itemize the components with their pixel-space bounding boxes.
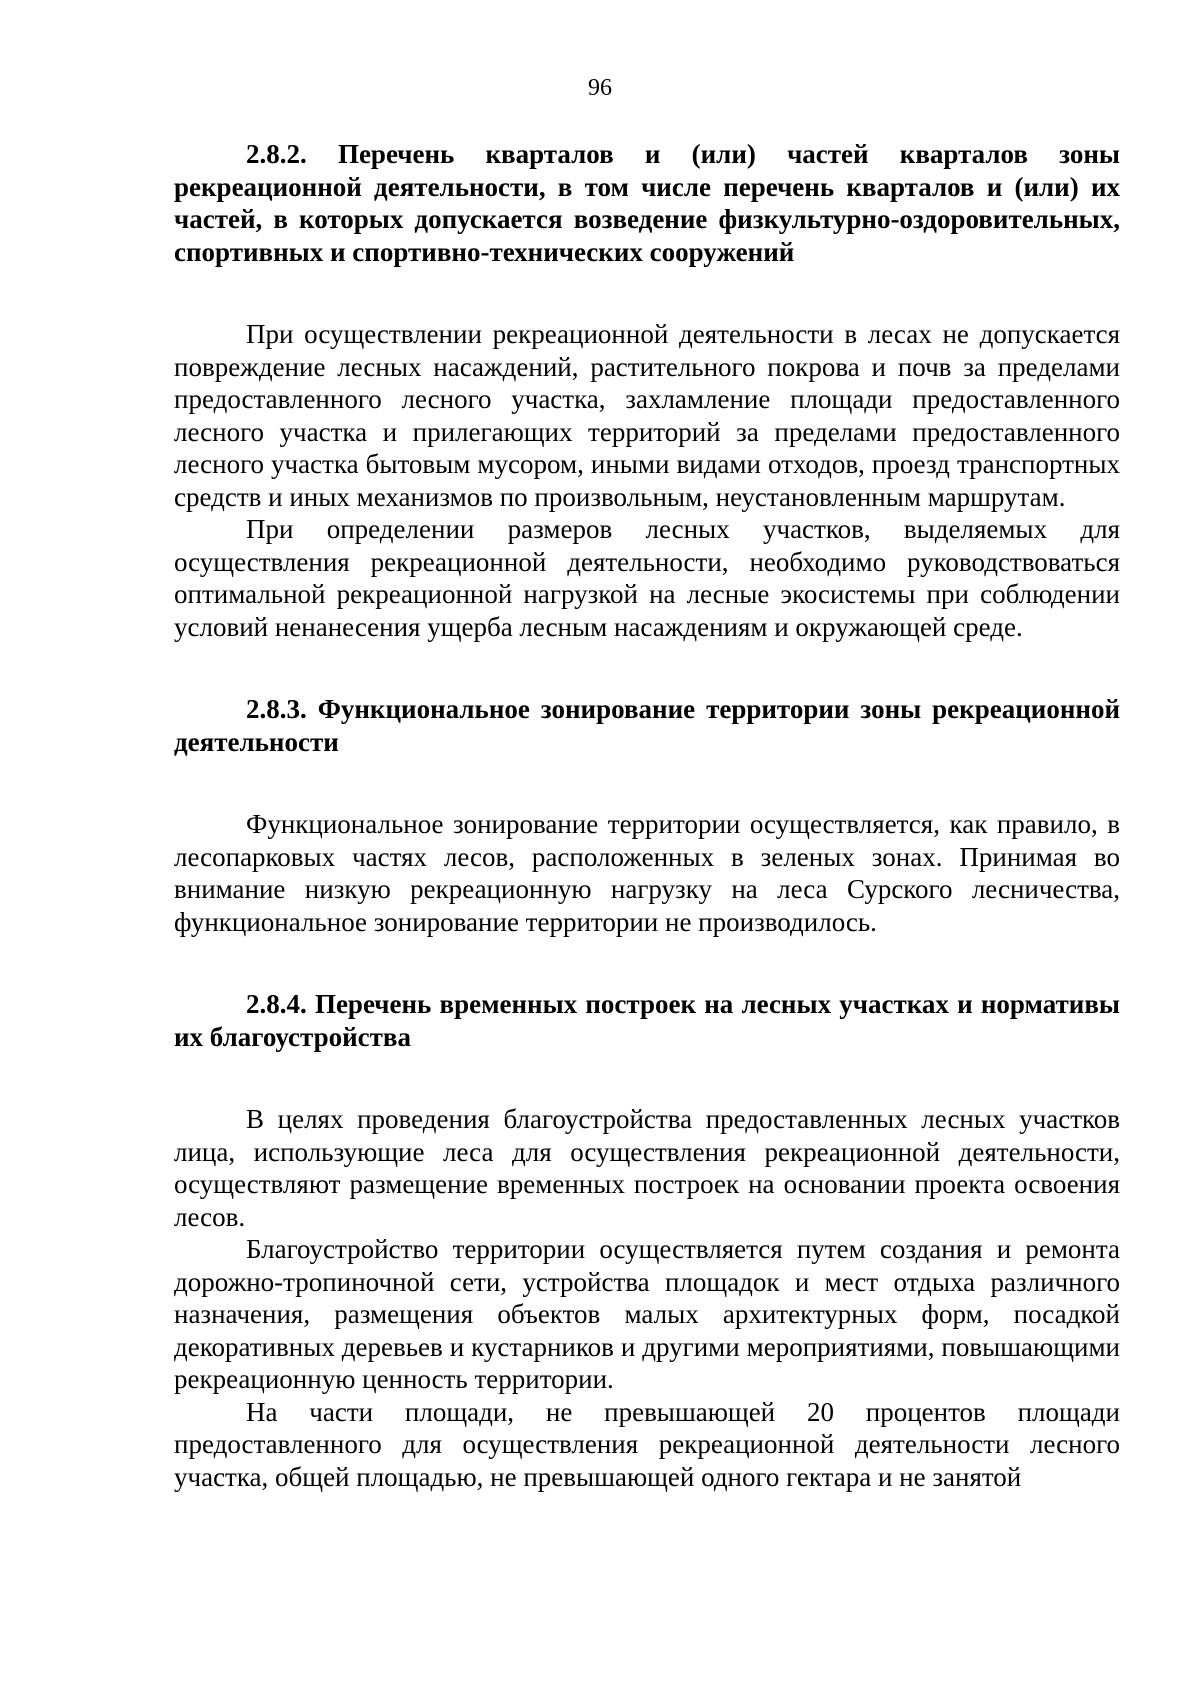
paragraph: В целях проведения благоустройства предоставленных лесных участков лица, использующие леса для осуществления рекреационной деятельности, осуществляют размещение временных построек на основании проекта освоения лесов. [174,1104,1120,1232]
section-heading-2-8-2: 2.8.2. Перечень кварталов и (или) частей кварталов зоны рекреационной деятельности, в том числе перечень кварталов и (или) их частей, в которых допускается возведение физкультурно-оздоровительных, спортивных и спортивно-технических сооружений [174,139,1120,267]
paragraph: Благоустройство территории осуществляется путем создания и ремонта дорожно-тропиночной сети, устройства площадок и мест отдыха различного назначения, размещения объектов малых архитектурных форм, посадкой декоративных деревьев и кустарников и другими мероприятиями, повышающими рекреационную ценность территории. [174,1234,1120,1394]
page-number: 96 [588,75,612,101]
spacer [174,758,1120,808]
spacer [174,268,1120,318]
paragraph: На части площади, не превышающей 20 процентов площади предоставленного для осуществления рекреационной деятельности лесного участка, общей площадью, не превышающей одного гектара и не занятой [174,1396,1120,1492]
section-heading-2-8-4: 2.8.4. Перечень временных построек на лесных участках и нормативы их благоустройства [174,989,1120,1052]
paragraph: При осуществлении рекреационной деятельности в лесах не допускается повреждение лесных насаждений, растительного покрова и почв за пределами предоставленного лесного участка, захламление площади предоставленного лесного участка и прилегающих территорий за пределами предоставленного лесного участка бытовым мусором, иными видами отходов, проезд транспортных средств и иных механизмов по произвольным, неустановленным маршрутам. [174,319,1120,512]
spacer [174,643,1120,693]
page-content [174,138,1120,1493]
paragraph: Функциональное зонирование территории осуществляется, как правило, в лесопарковых частях лесов, расположенных в зеленых зонах. Принимая во внимание низкую рекреационную нагрузку на леса Сурского лесничества, функциональное зонирование территории не производилось. [174,809,1120,937]
section-heading-2-8-3: 2.8.3. Функциональное зонирование территории зоны рекреационной деятельности [174,694,1120,757]
spacer [174,938,1120,988]
paragraph: При определении размеров лесных участков, выделяемых для осуществления рекреационной деятельности, необходимо руководствоваться оптимальной рекреационной нагрузкой на лесные экосистемы при соблюдении условий ненанесения ущерба лесным насаждениям и окружающей среде. [174,514,1120,642]
spacer [174,1053,1120,1103]
